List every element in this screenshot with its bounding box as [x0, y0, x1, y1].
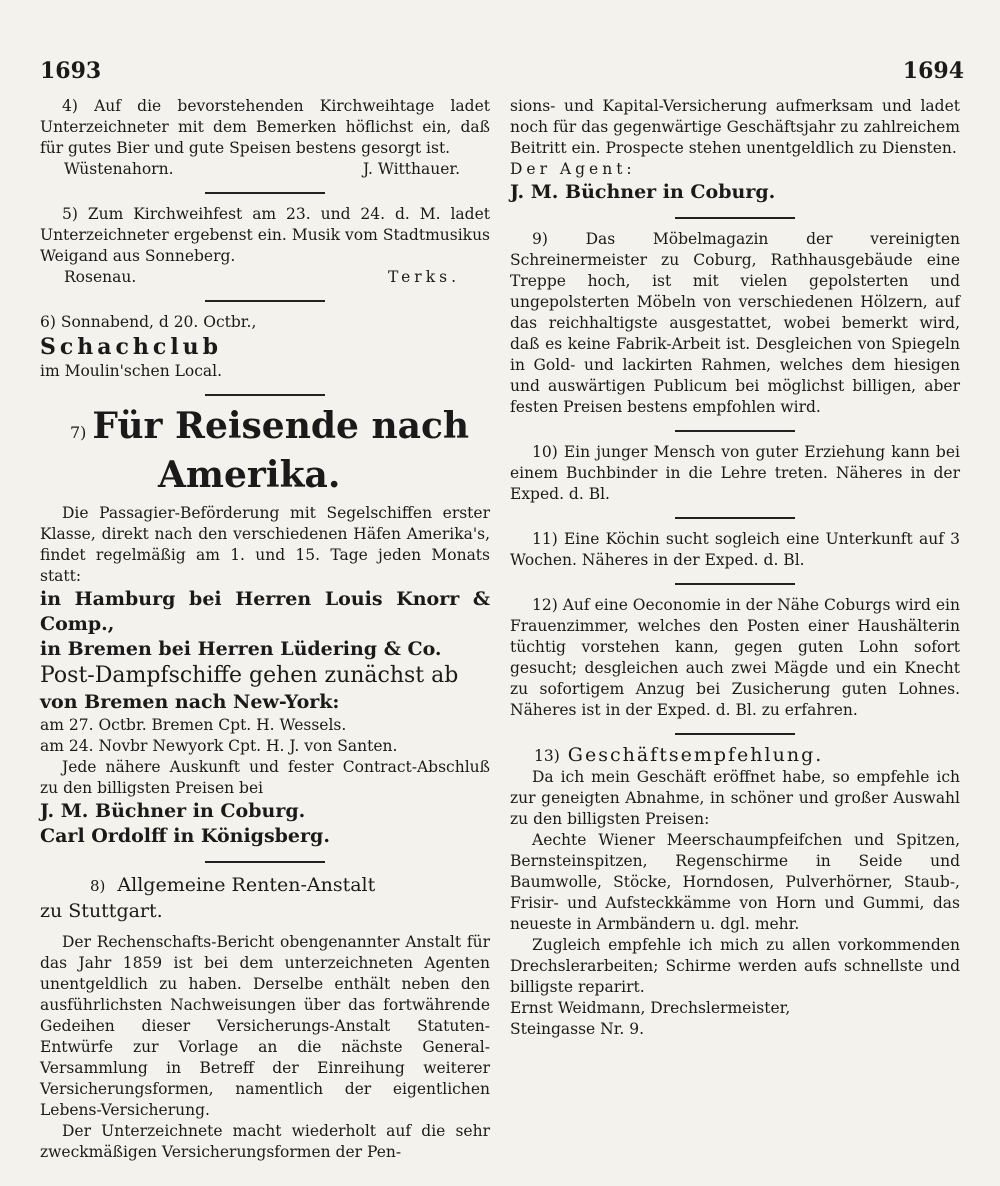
ad-8-text-2: Der Unterzeichnete macht wiederholt auf die sehr zweckmäßigen Versicherungsformen der Pen- — [40, 1122, 490, 1161]
ad-8-agent-label: Der Agent: — [510, 160, 636, 178]
ad-9-text: 9) Das Möbelmagazin der vereinigten Schreinermeister zu Coburg, Rathhausgebäude eine Treppe hoch, ist mit vielen gepolsterten und ungepolsterten Möbeln von verschiedenen Hölzern, auf das reichhaltigste ausgestattet, wobei bemerkt wird, daß es keine Fabrik-Arbeit ist. Desgleichen von Spiegeln in Gold- und lackirten Rahmen, welches dem hiesigen und auswärtigen Publicum bei möglichst billigen, aber festen Preisen bestens empfohlen wird. — [510, 230, 960, 416]
divider — [205, 192, 325, 194]
ad-4-signature — [64, 159, 460, 180]
ad-7-title-line1: Für Reisende nach — [92, 405, 470, 447]
spacer — [40, 924, 490, 932]
divider — [675, 733, 795, 735]
ad-13-heading: Geschäftsempfehlung. — [567, 744, 824, 766]
ad-7-bremen: in Bremen bei Herren Lüdering & Co. — [40, 638, 442, 660]
divider — [675, 517, 795, 519]
ad-8-agent-name: J. M. Büchner in Coburg. — [510, 181, 776, 203]
ad-7-number: 7) — [70, 423, 87, 442]
ad-13-heading-line — [534, 745, 960, 767]
ad-8-text-1: Der Rechenschafts-Bericht obengenannter Anstalt für das Jahr 1859 ist bei dem unterzeichneten Agenten unentgeldlich zu haben. Derselbe enthält neben den ausführlichsten Nachweisungen über das fortwährende Gedeihen dieser Versicherungs-Anstalt Statuten-Entwürfe zur Vorlage an die nächste General-Versammlung in Betreff der Einreihung weiterer Versicherungsformen, namentlich der eigentlichen Lebens-Versicherung. — [40, 933, 490, 1119]
ad-7-departure-1: am 27. Octbr. Bremen Cpt. H. Wessels. — [40, 716, 347, 734]
ad-5-place: Rosenau. — [64, 268, 137, 286]
left-column — [40, 96, 490, 1163]
ad-6-line3: im Moulin'schen Local. — [40, 362, 223, 380]
ad-7-post: Post-Dampfschiffe gehen zunächst ab — [40, 663, 459, 688]
ad-4-text: 4) Auf die bevorstehenden Kirchweihtage ladet Unterzeichneter mit dem Bemerken höflichst ein, daß für gutes Bier und gute Speisen bestens gesorgt ist. — [40, 97, 490, 157]
ad-13-signature-1: Ernst Weidmann, Drechslermeister, — [510, 999, 791, 1017]
ad-6-line2: Schachclub — [40, 334, 223, 360]
ad-13-number: 13) — [534, 747, 560, 765]
ad-13-signature-2: Steingasse Nr. 9. — [510, 1020, 645, 1038]
ad-13-text-3: Zugleich empfehle ich mich zu allen vorkommenden Drechslerarbeiten; Schirme werden aufs schnellste und billigste reparirt. — [510, 936, 960, 996]
ad-7-info: Jede nähere Auskunft und fester Contract-Abschluß zu den billigsten Preisen bei — [40, 758, 490, 797]
ad-4-place: Wüstenahorn. — [64, 160, 174, 178]
ad-10-text: 10) Ein junger Mensch von guter Erziehung kann bei einem Buchbinder in die Lehre treten. Näheres in der Exped. d. Bl. — [510, 443, 960, 503]
page-number-right: 1694 — [902, 58, 964, 84]
ad-5-name: Terks. — [388, 268, 460, 286]
divider — [675, 583, 795, 585]
ad-5-text: 5) Zum Kirchweihfest am 23. und 24. d. M. ladet Unterzeichneter ergebenst ein. Musik vom Stadtmusikus Weigand aus Sonneberg. — [40, 205, 490, 265]
divider — [675, 430, 795, 432]
ad-4-name: J. Witthauer. — [363, 160, 460, 178]
ad-7-departure-2: am 24. Novbr Newyork Cpt. H. J. von Santen. — [40, 737, 398, 755]
divider — [675, 217, 795, 219]
ad-7-hamburg: in Hamburg bei Herren Louis Knorr & Comp., — [40, 588, 490, 635]
divider — [205, 300, 325, 302]
ad-7-route: von Bremen nach New-York: — [40, 691, 340, 713]
page-number-left: 1693 — [40, 58, 102, 84]
ad-7-title-line2: Amerika. — [158, 454, 341, 496]
ad-8-title-line1 — [90, 873, 490, 899]
right-column — [510, 96, 960, 1040]
divider — [205, 394, 325, 396]
divider — [205, 861, 325, 863]
ad-7-title — [70, 406, 490, 453]
ad-8-continuation: sions- und Kapital-Versicherung aufmerksam und ladet noch für das gegenwärtige Geschäftsjahr zu zahlreichem Beitritt ein. Prospecte stehen unentgeldlich zu Diensten. — [510, 97, 960, 157]
ad-13-text-2: Aechte Wiener Meerschaumpfeifchen und Spitzen, Bernsteinspitzen, Regenschirme in Seide und Baumwolle, Stöcke, Horndosen, Pulverhörner, Staub-, Frisir- und Aufsteckkämme von Horn und Gummi, das neueste in Armbändern u. dgl. mehr. — [510, 831, 960, 933]
ad-7-agent-2: Carl Ordolff in Königsberg. — [40, 825, 330, 847]
ad-5-signature — [64, 267, 460, 288]
ad-11-text: 11) Eine Köchin sucht sogleich eine Unterkunft auf 3 Wochen. Näheres in der Exped. d. Bl. — [510, 530, 960, 569]
ad-7-agent-1: J. M. Büchner in Coburg. — [40, 800, 306, 822]
ad-8-title: Allgemeine Renten-Anstalt — [117, 874, 376, 896]
ad-8-title-line2: zu Stuttgart. — [40, 900, 163, 922]
ad-6-line1: 6) Sonnabend, d 20. Octbr., — [40, 313, 257, 331]
ad-12-text: 12) Auf eine Oeconomie in der Nähe Coburgs wird ein Frauenzimmer, welches den Posten einer Haushälterin tüchtig vorstehen kann, gegen guten Lohn sofort gesucht; desgleichen auch zwei Mägde und ein Knecht zu sofortigem Anzug bei Zusicherung guten Lohnes. Näheres ist in der Exped. d. Bl. zu erfahren. — [510, 596, 960, 719]
ad-7-text: Die Passagier-Beförderung mit Segelschiffen erster Klasse, direkt nach den verschiedenen Häfen Amerika's, findet regelmäßig am 1. und 15. Tage jeden Monats statt: — [40, 504, 490, 585]
ad-8-number: 8) — [90, 877, 106, 895]
ad-13-text-1: Da ich mein Geschäft eröffnet habe, so empfehle ich zur geneigten Abnahme, in schöner und großer Auswahl zu den billigsten Preisen: — [510, 768, 960, 828]
